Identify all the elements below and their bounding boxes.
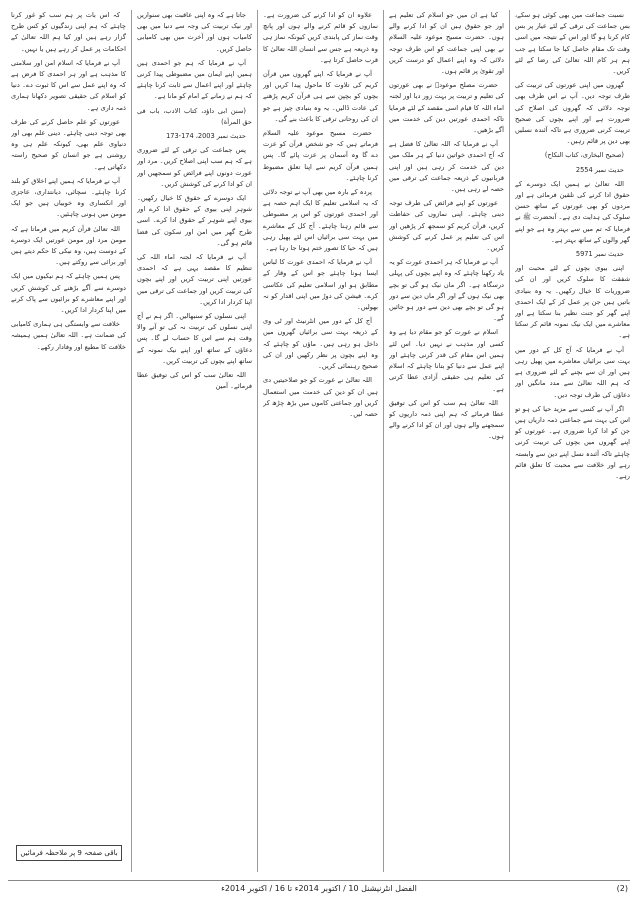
article-paragraph: اپنی نسلوں کو سنبھالیں۔ اگر ہم نے آج اپنی نسلوں کی تربیت نہ کی تو آنے والا وقت ہم سے اس کا حساب لے گا۔ پس دعاؤں کے ساتھ اور اپنے نیک نمونہ کے ساتھ اپنے بچوں کی تربیت کریں۔ bbox=[137, 312, 252, 365]
column-divider bbox=[383, 10, 384, 872]
article-paragraph: اگر آپ نے کسی سے مزید حیا کی ہو تو اس کی بہت سے جماعتی ذمہ داریاں ہیں جن کو ادا کرنا ضروری ہے۔ عورتوں کو اپنے گھروں میں بچوں کی تربیت کرنی چاہئے تاکہ آئندہ نسل اپنے دین سے وابستہ رہے اور خلافت سے محبت کا تعلق قائم رہے۔ bbox=[515, 404, 630, 480]
article-paragraph: اللہ تعالیٰ قرآن کریم میں فرماتا ہے کہ مومن مرد اور مومن عورتیں ایک دوسرے کے دوست ہیں، وہ نیکی کا حکم دیتے ہیں اور برائی سے روکتے ہیں۔ bbox=[11, 224, 126, 267]
article-paragraph: اسلام نے عورت کو جو مقام دیا ہے وہ کسی اور مذہب نے نہیں دیا۔ اس لئے ہمیں اس مقام کی قدر کرنی چاہئے اور اپنے عمل سے دنیا کو بتانا چاہئے کہ اسلام کی تعلیم ہی حقیقی آزادی عطا کرتی ہے۔ bbox=[389, 328, 504, 393]
article-columns bbox=[8, 10, 630, 872]
article-paragraph: اللہ تعالیٰ نے ہمیں ایک دوسرے کے حقوق ادا کرنے کی تلقین فرمائی ہے اور مردوں کو بھی عورتوں کے ساتھ حسن سلوک کی ہدایت دی ہے۔ آنحضرت ﷺ نے فرمایا کہ تم میں سے بہتر وہ ہے جو اپنے گھر والوں کے ساتھ بہتر ہے۔ bbox=[515, 179, 630, 244]
column-4 bbox=[137, 10, 252, 872]
page-footer bbox=[8, 880, 630, 897]
article-paragraph: جاتا ہے کہ وہ اپنی عاقبت بھی سنواریں اور نیک تربیت کی وجہ سے دنیا میں بھی کامیاب ہوں اور آخرت میں بھی کامیابی حاصل کریں۔ bbox=[137, 11, 252, 53]
article-paragraph: آپ نے فرمایا کہ اللہ تعالیٰ کا فضل ہے کہ آج احمدی خواتین دنیا کے ہر ملک میں دین کی خدمت کر رہی ہیں اور اپنی قربانیوں کے ذریعہ جماعت کی ترقی میں حصہ لے رہی ہیں۔ bbox=[389, 140, 504, 194]
article-paragraph: آپ نے فرمایا کہ ہمیں اپنے اخلاق کو بلند کرنا چاہئے۔ سچائی، دیانتداری، عاجزی اور انکساری وہ خوبیاں ہیں جو ایک مومن میں ہونی چاہئیں۔ bbox=[11, 176, 126, 219]
article-paragraph: علاوہ ان کو ادا کرنے کی ضرورت ہے۔ نمازوں کو قائم کرنے والے ہوں اور پانچ وقت نماز کی پابندی کریں کیونکہ نماز ہی وہ ذریعہ ہے جس سے انسان اللہ تعالیٰ کا قرب حاصل کرتا ہے۔ bbox=[263, 11, 378, 64]
article-paragraph: آپ نے فرمایا کہ ہم جو احمدی ہیں ہمیں اپنے ایمان میں مضبوطی پیدا کرنی چاہئے اور اپنے اعمال سے ثابت کرنا چاہئے کہ ہم نے زمانے کے امام کو مانا ہے۔ bbox=[137, 58, 252, 101]
article-paragraph: اللہ تعالیٰ سب کو اس کی توفیق عطا فرمائے۔ آمین bbox=[137, 371, 252, 391]
article-paragraph: خلافت سے وابستگی ہی ہماری کامیابی کی ضمانت ہے۔ اللہ تعالیٰ ہمیں ہمیشہ خلافت کا مطیع اور وفادار رکھے۔ bbox=[11, 320, 126, 351]
article-paragraph: اپنی بیوی بچوں کے لئے محبت اور شفقت کا سلوک کریں اور ان کی ضروریات کا خیال رکھیں۔ یہ وہ بنیادی باتیں ہیں جن پر عمل کر کے ایک احمدی اپنے گھر کو جنت نظیر بنا سکتا ہے اور معاشرے میں ایک نیک نمونہ قائم کر سکتا ہے۔ bbox=[515, 264, 630, 340]
column-2 bbox=[389, 10, 504, 872]
article-paragraph: حضرت مسیح موعود علیہ السلام فرماتے ہیں کہ جو شخص قرآن کو عزت دے گا وہ آسمان پر عزت پائے گا۔ پس ہمیں قرآن کریم سے اپنا تعلق مضبوط کرنا چاہئے۔ bbox=[263, 129, 378, 182]
article-paragraph: آپ نے فرمایا کہ اپنے گھروں میں قرآن کریم کی تلاوت کا ماحول پیدا کریں اور بچوں کو بچپن سے ہی قرآن کریم پڑھنے کی عادت ڈالیں۔ یہ وہ بنیادی چیز ہے جو ان کی روحانی ترقی کا باعث بنے گی۔ bbox=[263, 70, 378, 123]
article-paragraph: آپ نے فرمایا کہ لجنہ اماء اللہ کی تنظیم کا مقصد یہی ہے کہ احمدی عورتیں اپنی تربیت کریں اور اپنے بچوں کی تربیت کریں اور جماعت کی ترقی میں اپنا کردار ادا کریں۔ bbox=[137, 253, 252, 306]
article-paragraph: حدیث نمبر 2554 bbox=[575, 165, 624, 174]
column-divider bbox=[131, 10, 132, 872]
article-paragraph: ایک دوسرے کے حقوق کا خیال رکھیں۔ شوہر اپنی بیوی کے حقوق ادا کرے اور بیوی اپنے شوہر کے حقوق ادا کرے۔ اسی طرح گھر میں امن اور سکون کی فضا قائم ہو گی۔ bbox=[137, 194, 252, 247]
article-paragraph: نسبت جماعت میں بھی کوئی ہو سکے، بس جماعت کی ترقی کے لئے عیار پر بس کام کرنا ہو گا اور اس کے نتیجہ میں اسی وقت تک مقام حاصل کیا جا سکتا ہے جب ہم ہر کام اللہ تعالیٰ کی رضا کے لئے کریں۔ bbox=[515, 11, 630, 76]
article-paragraph: پس جماعت کی ترقی کے لئے ضروری ہے کہ ہم سب اپنی اصلاح کریں۔ مرد اور عورت دونوں اپنے فرائض کو سمجھیں اور ان کو ادا کرنے کی کوشش کریں۔ bbox=[137, 146, 252, 188]
continuation-note: باقی صفحہ 9 پر ملاحظہ فرمائیں bbox=[16, 845, 122, 861]
article-paragraph: کہ اس بات پر ہم سب کو غور کرنا چاہئے کہ ہم اپنی زندگیوں کو کس طرح گزار رہے ہیں اور کیا ہم اللہ تعالیٰ کے احکامات پر عمل کر رہے ہیں یا نہیں۔ bbox=[11, 11, 126, 53]
column-divider bbox=[509, 10, 510, 872]
article-paragraph: عورتوں کو علم حاصل کرنے کی طرف بھی توجہ دینی چاہئے۔ دینی علم بھی اور دنیاوی علم بھی، کیونکہ علم ہی وہ روشنی ہے جو انسان کو صحیح راستہ دکھاتی ہے۔ bbox=[11, 117, 126, 171]
article-paragraph: کیا ہے ان میں جو اسلام کی تعلیم ہے اور جو حقوق ہیں ان کو ادا کرنے والے ہوں۔ حضرت مسیح موعود علیہ السلام نے بھی اپنی جماعت کو اس طرف توجہ دلائی کہ وہ اپنے اعمال کو درست کریں اور تقویٰ پر قائم ہوں۔ bbox=[389, 11, 504, 76]
article-paragraph: (سنن ابی داؤد، کتاب الادب، باب فی حق المرأة) bbox=[137, 106, 252, 126]
column-3 bbox=[263, 10, 378, 872]
column-1 bbox=[515, 10, 630, 872]
newspaper-page bbox=[8, 10, 630, 890]
article-paragraph: آپ نے فرمایا کہ آج کل کے دور میں بہت سی برائیاں معاشرے میں پھیل رہی ہیں اور ان سے بچنے کے لئے ضروری ہے کہ ہم اللہ تعالیٰ سے مدد مانگیں اور دعاؤں کی طرف توجہ دیں۔ bbox=[515, 345, 630, 399]
article-paragraph: پس ہمیں چاہئے کہ ہم نیکیوں میں ایک دوسرے سے آگے بڑھنے کی کوشش کریں اور اپنے معاشرے کو برائیوں سے پاک کرنے میں اپنا کردار ادا کریں۔ bbox=[11, 272, 126, 315]
article-paragraph: (صحیح البخاری، کتاب النکاح) bbox=[544, 151, 624, 160]
article-paragraph: حدیث نمبر 2003، 174-173 bbox=[166, 132, 246, 141]
column-5 bbox=[11, 10, 126, 872]
column-divider bbox=[257, 10, 258, 872]
page-number: (2) bbox=[616, 884, 628, 893]
article-paragraph: پردہ کے بارہ میں بھی آپ نے توجہ دلائی کہ یہ اسلامی تعلیم کا ایک اہم حصہ ہے اور احمدی عورتوں کو اس پر مضبوطی سے قائم رہنا چاہئے۔ آج کل کے معاشرے میں بہت سی برائیاں اس لئے پھیل رہی ہیں کہ حیا کا تصور ختم ہوتا جا رہا ہے۔ bbox=[263, 188, 378, 253]
article-paragraph: عورتوں کو اپنے فرائض کی طرف توجہ دینی چاہئے۔ اپنی نمازوں کی حفاظت کریں، قرآن کریم کو سمجھ کر پڑھیں اور اس کی تعلیم پر عمل کرنے کی کوشش کریں۔ bbox=[389, 199, 504, 253]
article-paragraph: حضرت مصلح موعودؓ نے بھی عورتوں کی تعلیم و تربیت پر بہت زور دیا اور لجنہ اماء اللہ کا قیام اسی مقصد کے لئے فرمایا تاکہ احمدی عورتیں دین کی خدمت میں آگے بڑھیں۔ bbox=[389, 81, 504, 135]
article-paragraph: آپ نے فرمایا کہ ہر احمدی عورت کو یہ یاد رکھنا چاہئے کہ وہ اپنے بچوں کی پہلی درسگاہ ہے۔ اگر ماں نیک ہو گی تو بچے بھی نیک ہوں گے اور اگر ماں دین سے دور ہو گی تو بچے بھی دین سے دور ہو جائیں گے۔ bbox=[389, 258, 504, 323]
article-paragraph: اللہ تعالیٰ نے عورت کو جو صلاحیتیں دی ہیں ان کو دین کی خدمت میں استعمال کریں اور جماعتی کاموں میں بڑھ چڑھ کر حصہ لیں۔ bbox=[263, 376, 378, 418]
article-paragraph: آپ نے فرمایا کہ اسلام امن اور سلامتی کا مذہب ہے اور ہر احمدی کا فرض ہے کہ وہ اپنے عمل سے اس کا ثبوت دے۔ دنیا کو اسلام کی حقیقی تصویر دکھانا ہماری ذمہ داری ہے۔ bbox=[11, 58, 126, 112]
article-paragraph: اللہ تعالیٰ ہم سب کو اس کی توفیق عطا فرمائے کہ ہم اپنی ذمہ داریوں کو سمجھنے والے ہوں اور ان کو ادا کرنے والے ہوں۔ bbox=[389, 398, 504, 441]
article-paragraph: حدیث نمبر 5971 bbox=[575, 250, 624, 259]
article-paragraph: گھروں میں اپنی عورتوں کی تربیت کی طرف توجہ دیں۔ آپ نے اس طرف بھی توجہ دلائی کہ گھروں کی اصلاح کی ضرورت ہے اور اپنے بچوں کی صحیح تربیت کرنی ضروری ہے تاکہ آئندہ نسلیں بھی دین پر قائم رہیں۔ bbox=[515, 81, 630, 146]
article-paragraph: آپ نے فرمایا کہ احمدی عورت کا لباس ایسا ہونا چاہئے جو اس کے وقار کے مطابق ہو اور اسلامی تعلیم کی عکاسی کرے۔ فیشن کی دوڑ میں اپنی اقدار کو نہ بھولیں۔ bbox=[263, 258, 378, 312]
article-paragraph: آج کل کے دور میں انٹرنیٹ اور ٹی وی کے ذریعہ بہت سی برائیاں گھروں میں داخل ہو رہی ہیں۔ ماؤں کو چاہئے کہ وہ اپنے بچوں پر نظر رکھیں اور ان کی صحیح رہنمائی کریں۔ bbox=[263, 317, 378, 371]
footer-title: الفضل انٹرنیشنل 10 / اکتوبر 2014ء تا 16 / اکتوبر 2014ء bbox=[221, 884, 417, 893]
